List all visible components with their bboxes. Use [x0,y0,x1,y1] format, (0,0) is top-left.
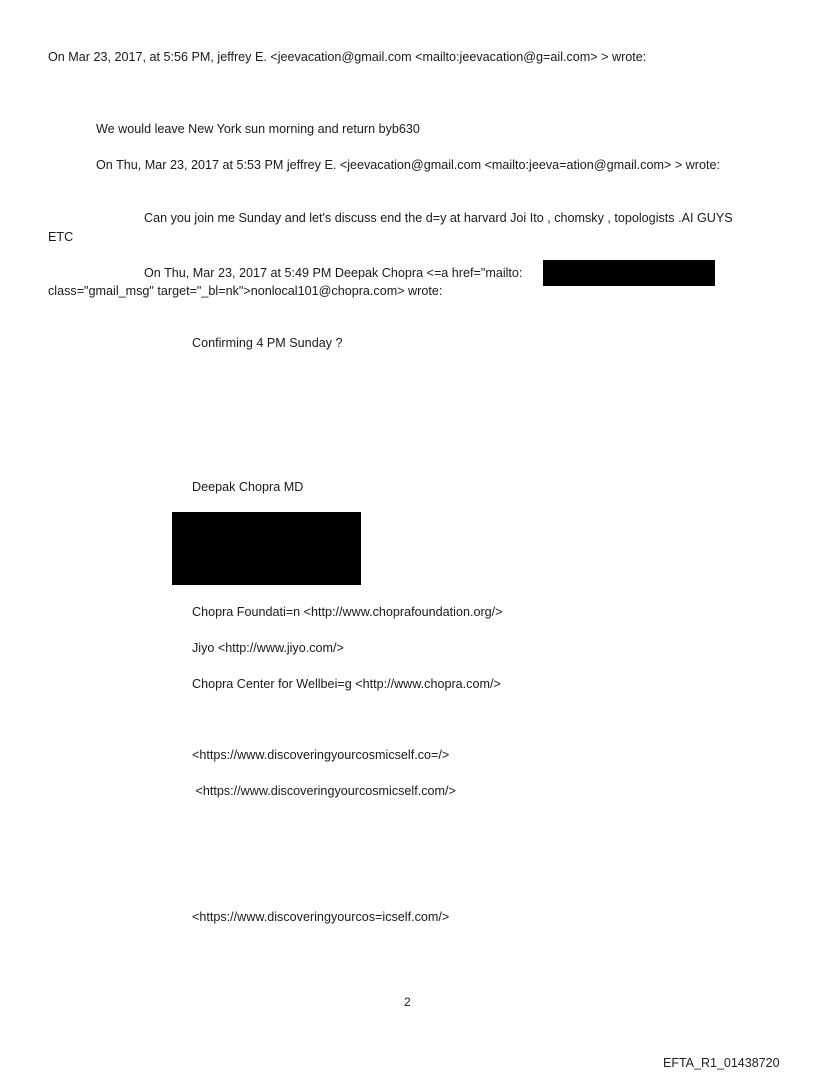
email-header-1: On Mar 23, 2017, at 5:56 PM, jeffrey E. <jeevacation@gmail.com <mailto:jeevacation@g=ail.com> > wrote: [48,50,647,64]
redaction-box-signature [172,512,361,585]
signature-link-jiyo[interactable]: Jiyo <http://www.jiyo.com/> [192,641,344,655]
email-header-2: On Thu, Mar 23, 2017 at 5:53 PM jeffrey E. <jeevacation@gmail.com <mailto:jeeva=ation@gmail.com> > wrote: [96,158,720,172]
message-join-sunday-line-1: Can you join me Sunday and let's discuss end the d=y at harvard Joi Ito , chomsky , topologists .AI GUYS [144,211,733,225]
page-number: 2 [404,995,411,1009]
email-header-3-part-2: class="gmail_msg" target="_bl=nk">nonlocal101@chopra.com> wrote: [48,284,443,298]
signature-url-cosmic-self-2[interactable]: <https://www.discoveringyourcosmicself.com/> [192,784,456,798]
signature-url-cosmic-self-3[interactable]: <https://www.discoveringyourcos=icself.com/> [192,910,450,924]
document-id-stamp: EFTA_R1_01438720 [663,1056,780,1070]
signature-link-chopra-center[interactable]: Chopra Center for Wellbei=g <http://www.chopra.com/> [192,677,501,691]
message-join-sunday-line-2: ETC [48,230,74,244]
message-leave-new-york: We would leave New York sun morning and return byb630 [96,122,420,136]
signature-name: Deepak Chopra MD [192,480,304,494]
signature-link-foundation[interactable]: Chopra Foundati=n <http://www.choprafoundation.org/> [192,605,503,619]
message-confirming: Confirming 4 PM Sunday ? [192,336,343,350]
email-header-3-part-1: On Thu, Mar 23, 2017 at 5:49 PM Deepak Chopra <=a href="mailto: [144,266,523,280]
signature-url-cosmic-self-1[interactable]: <https://www.discoveringyourcosmicself.co=/> [192,748,450,762]
redaction-box-email [543,260,715,286]
